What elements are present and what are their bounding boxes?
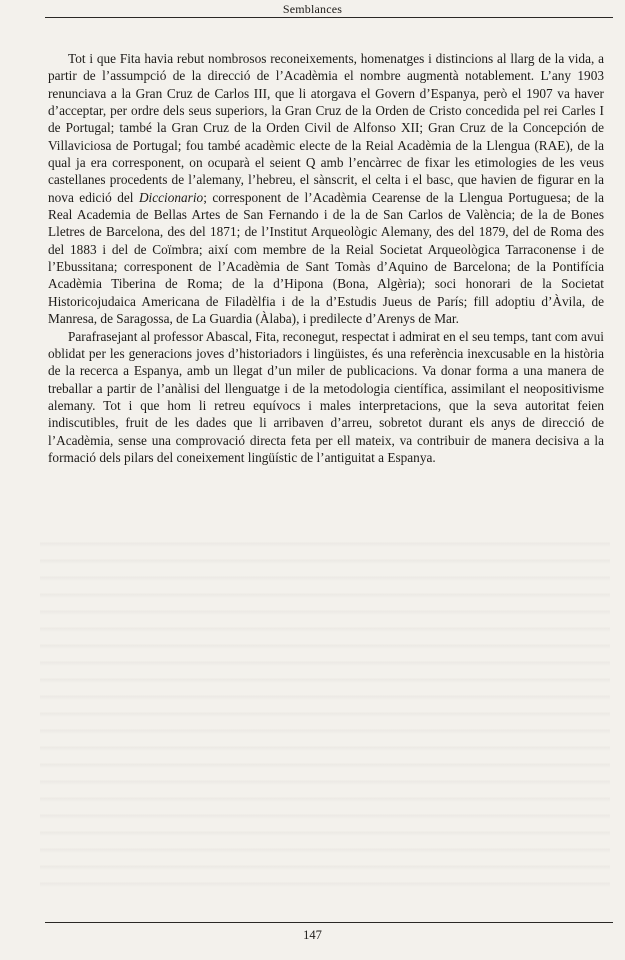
body-text bbox=[48, 50, 604, 466]
header-rule bbox=[45, 17, 613, 18]
show-through-texture bbox=[40, 530, 610, 890]
paragraph-1-part-a: Tot i que Fita havia rebut nombrosos reconeixements, homenatges i distincions al llarg de la vida, a partir de l’assumpció de la direcció de l’Acadèmia el nombre augmentà notablement. L’any 1903 renunciava a la Gran Cruz de Carlos III, que li atorgava el Govern d’Espanya, però el 1907 va haver d’acceptar, per ordre dels seus superiors, la Gran Cruz de la Orden de Cristo concedida pel rei Carles I de Portugal; també la Gran Cruz de la Orden Civil de Alfonso XII; Gran Cruz de la Concepción de Villaviciosa de Portugal; fou també acadèmic electe de la Reial Acadèmia de la Llengua (RAE), de la qual ja era corresponent, on ocuparà el seient Q amb l’encàrrec de fixar les etimologies de les veus castellanes procedents de l’alemany, l’hebreu, el sànscrit, el celta i el basc, que havien de figurar en la nova edició del bbox=[48, 51, 604, 205]
footer-rule bbox=[45, 922, 613, 923]
running-header-title: Semblances bbox=[282, 2, 343, 16]
page-number: 147 bbox=[303, 928, 322, 942]
paragraph-1-part-b: ; corresponent de l’Acadèmia Cearense de la Llengua Portuguesa; de la Real Academia de Bellas Artes de San Fernando i de la de San Carlos de València; de la de Bones Lletres de Barcelona, des del 1871; de l’Institut Arqueològic Alemany, des del 1879, del de Roma des del 1883 i del de Coïmbra; així com membre de la Reial Societat Arqueològica Tarraconense i de l’Ebussitana; corresponent de l’Acadèmia de Sant Tomàs d’Aquino de Barcelona; de la Pontifícia Acadèmia Tiberina de Roma; de la d’Hipona (Bona, Algèria); soci honorari de la Societat Historicojudaica Americana de Filadèlfia i de la d’Estudis Jueus de París; fill adoptiu d’Àvila, de Manresa, de Saragossa, de La Guardia (Àlaba), i predilecte d’Arenys de Mar. bbox=[48, 189, 604, 327]
paragraph-1-italic-title: Diccionario bbox=[138, 189, 204, 205]
paragraph-2: Parafrasejant al professor Abascal, Fita, reconegut, respectat i admirat en el seu temps, tant com avui oblidat per les generacions joves d’historiadors i lingüistes, és una referència inexcusable en la història de la recerca a Espanya, amb un llegat d’un miler de publicacions. Va donar forma a una manera de treballar a partir de l’anàlisi del llenguatge i de la metodologia científica, assimilant el neopositivisme alemany. Tot i que hom li retreu equívocs i males interpretacions, que la seva autoritat feien indiscutibles, fruit de les dades que li arribaven d’arreu, sobretot durant els anys de direcció de l’Acadèmia, sense una comprovació directa feta per ell mateix, va contribuir de manera decisiva a la formació dels pilars del coneixement lingüístic de l’antiguitat a Espanya. bbox=[48, 328, 604, 465]
paragraph-1 bbox=[48, 50, 604, 328]
